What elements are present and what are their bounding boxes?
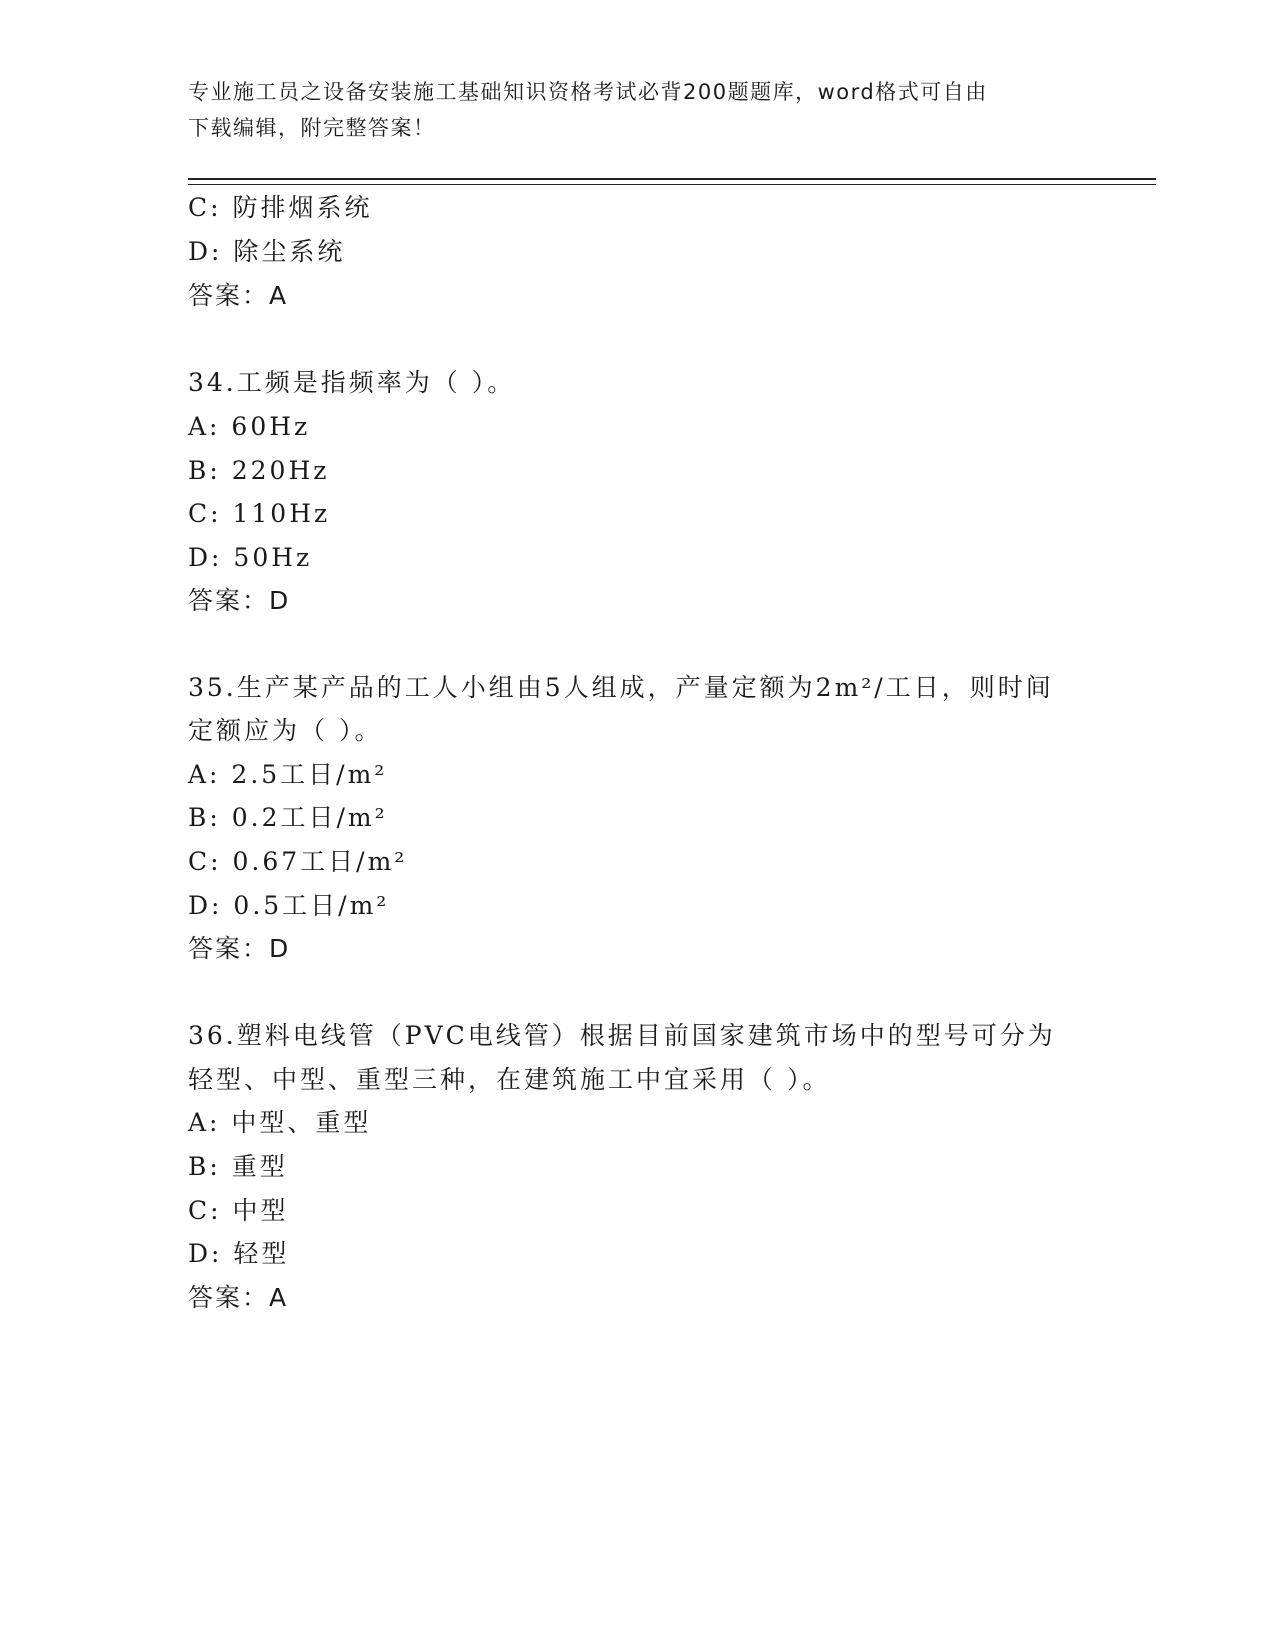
document-header [188,74,1068,146]
header-divider-thin [188,184,1156,185]
header-line-2: 下载编辑，附完整答案！ [188,116,436,140]
option-d: D: 除尘系统 [188,237,346,266]
option-b: B: 0.2工日/m² [188,803,388,832]
question-stem-continued: 定额应为（ ）。 [188,716,383,745]
option-c: C: 110Hz [188,499,331,528]
answer-line: 答案：A [188,281,289,310]
option-d: D: 轻型 [188,1239,290,1268]
answer-line: 答案：D [188,586,291,615]
answer-line: 答案：D [188,934,291,963]
question-stem: 34.工频是指频率为（ ）。 [188,368,516,397]
question-stem: 36.塑料电线管（PVC电线管）根据目前国家建筑市场中的型号可分为 [188,1021,1056,1050]
option-d: D: 50Hz [188,543,313,572]
header-line-1: 专业施工员之设备安装施工基础知识资格考试必背200题题库，word格式可自由 [188,80,988,104]
header-divider-thick [188,178,1156,180]
option-b: B: 重型 [188,1152,288,1181]
option-c: C: 0.67工日/m² [188,847,408,876]
option-a: A: 2.5工日/m² [188,760,388,789]
option-b: B: 220Hz [188,456,330,485]
option-d: D: 0.5工日/m² [188,891,390,920]
option-c: C: 中型 [188,1196,289,1225]
question-stem: 35.生产某产品的工人小组由5人组成，产量定额为2m²/工日，则时间 [188,673,1054,702]
question-stem-continued: 轻型、中型、重型三种，在建筑施工中宜采用（ ）。 [188,1065,831,1094]
answer-line: 答案：A [188,1283,289,1312]
option-c: C: 防排烟系统 [188,193,373,222]
option-a: A: 60Hz [188,412,311,441]
option-a: A: 中型、重型 [188,1108,372,1137]
